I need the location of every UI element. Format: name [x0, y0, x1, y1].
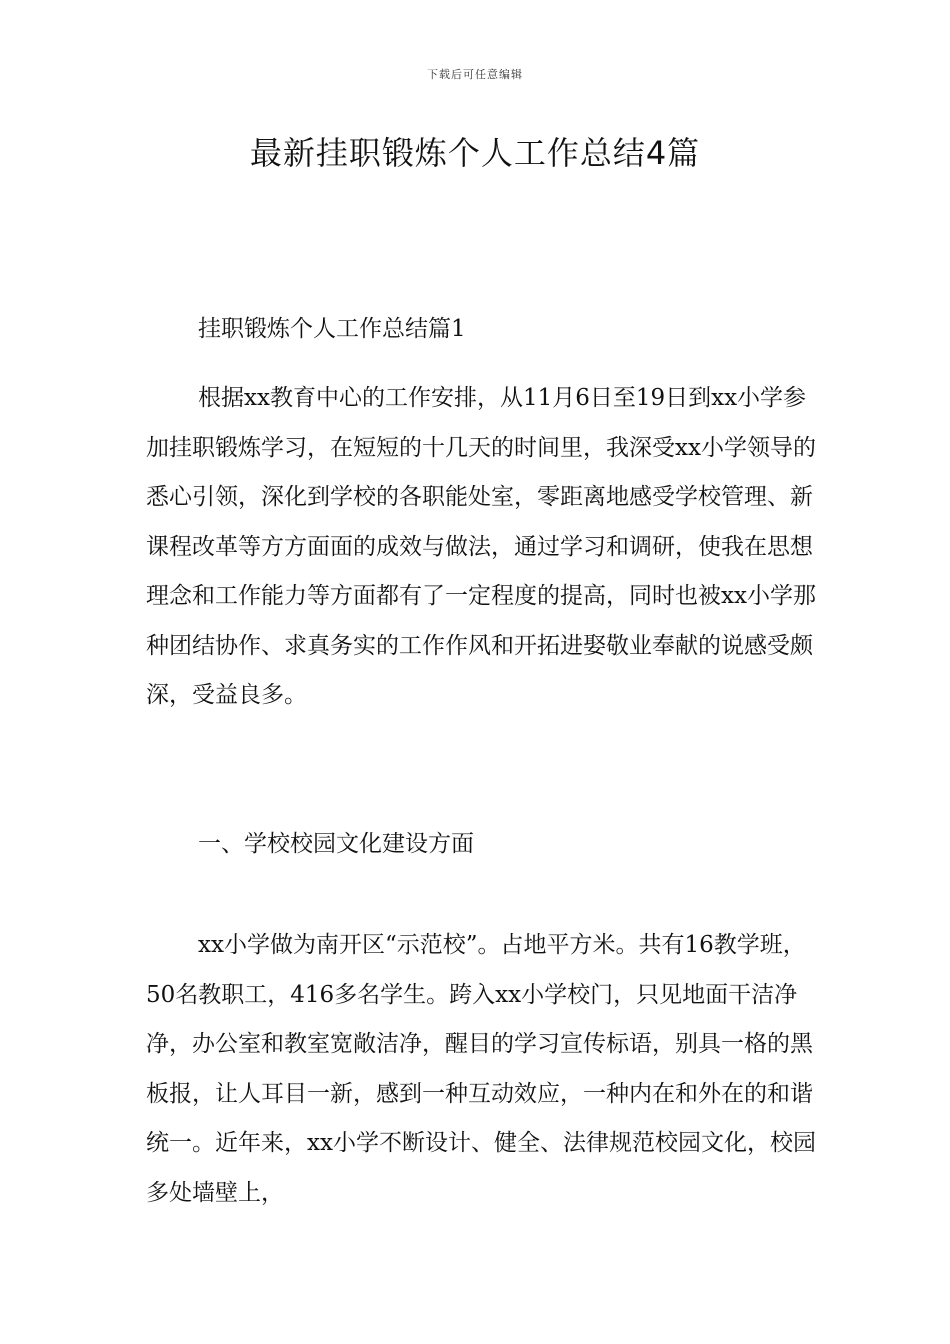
body-paragraph-1: 根据xx教育中心的工作安排，从11月6日至19日到xx小学参加挂职锻炼学习，在短短的十几天的时间里，我深受xx小学领导的悉心引领，深化到学校的各职能处室，零距离地感受学校管理、新课程改革等方方面面的成效与做法，通过学习和调研，使我在思想理念和工作能力等方面都有了一定程度的提高，同时也被xx小学那种团结协作、求真务实的工作作风和开拓进娶敬业奉献的说感受颇深，受益良多。 — [146, 385, 816, 708]
section-heading-1: 一、学校校园文化建设方面 — [198, 831, 474, 857]
document-title: 最新挂职锻炼个人工作总结4篇 — [249, 134, 701, 172]
header-note: 下载后可任意编辑 — [427, 68, 523, 81]
body-paragraph-2: xx小学做为南开区“示范校”。占地平方米。共有16教学班，50名教职工，416多名学生。跨入xx小学校门，只见地面干洁净净，办公室和教室宽敞洁净，醒目的学习宣传标语，别具一格的黑板报，让人耳目一新，感到一种互动效应，一种内在和外在的和谐统一。近年来，xx小学不断设计、健全、法律规范校园文化，校园多处墙壁上， — [146, 932, 816, 1206]
document-subtitle: 挂职锻炼个人工作总结篇1 — [198, 316, 466, 342]
